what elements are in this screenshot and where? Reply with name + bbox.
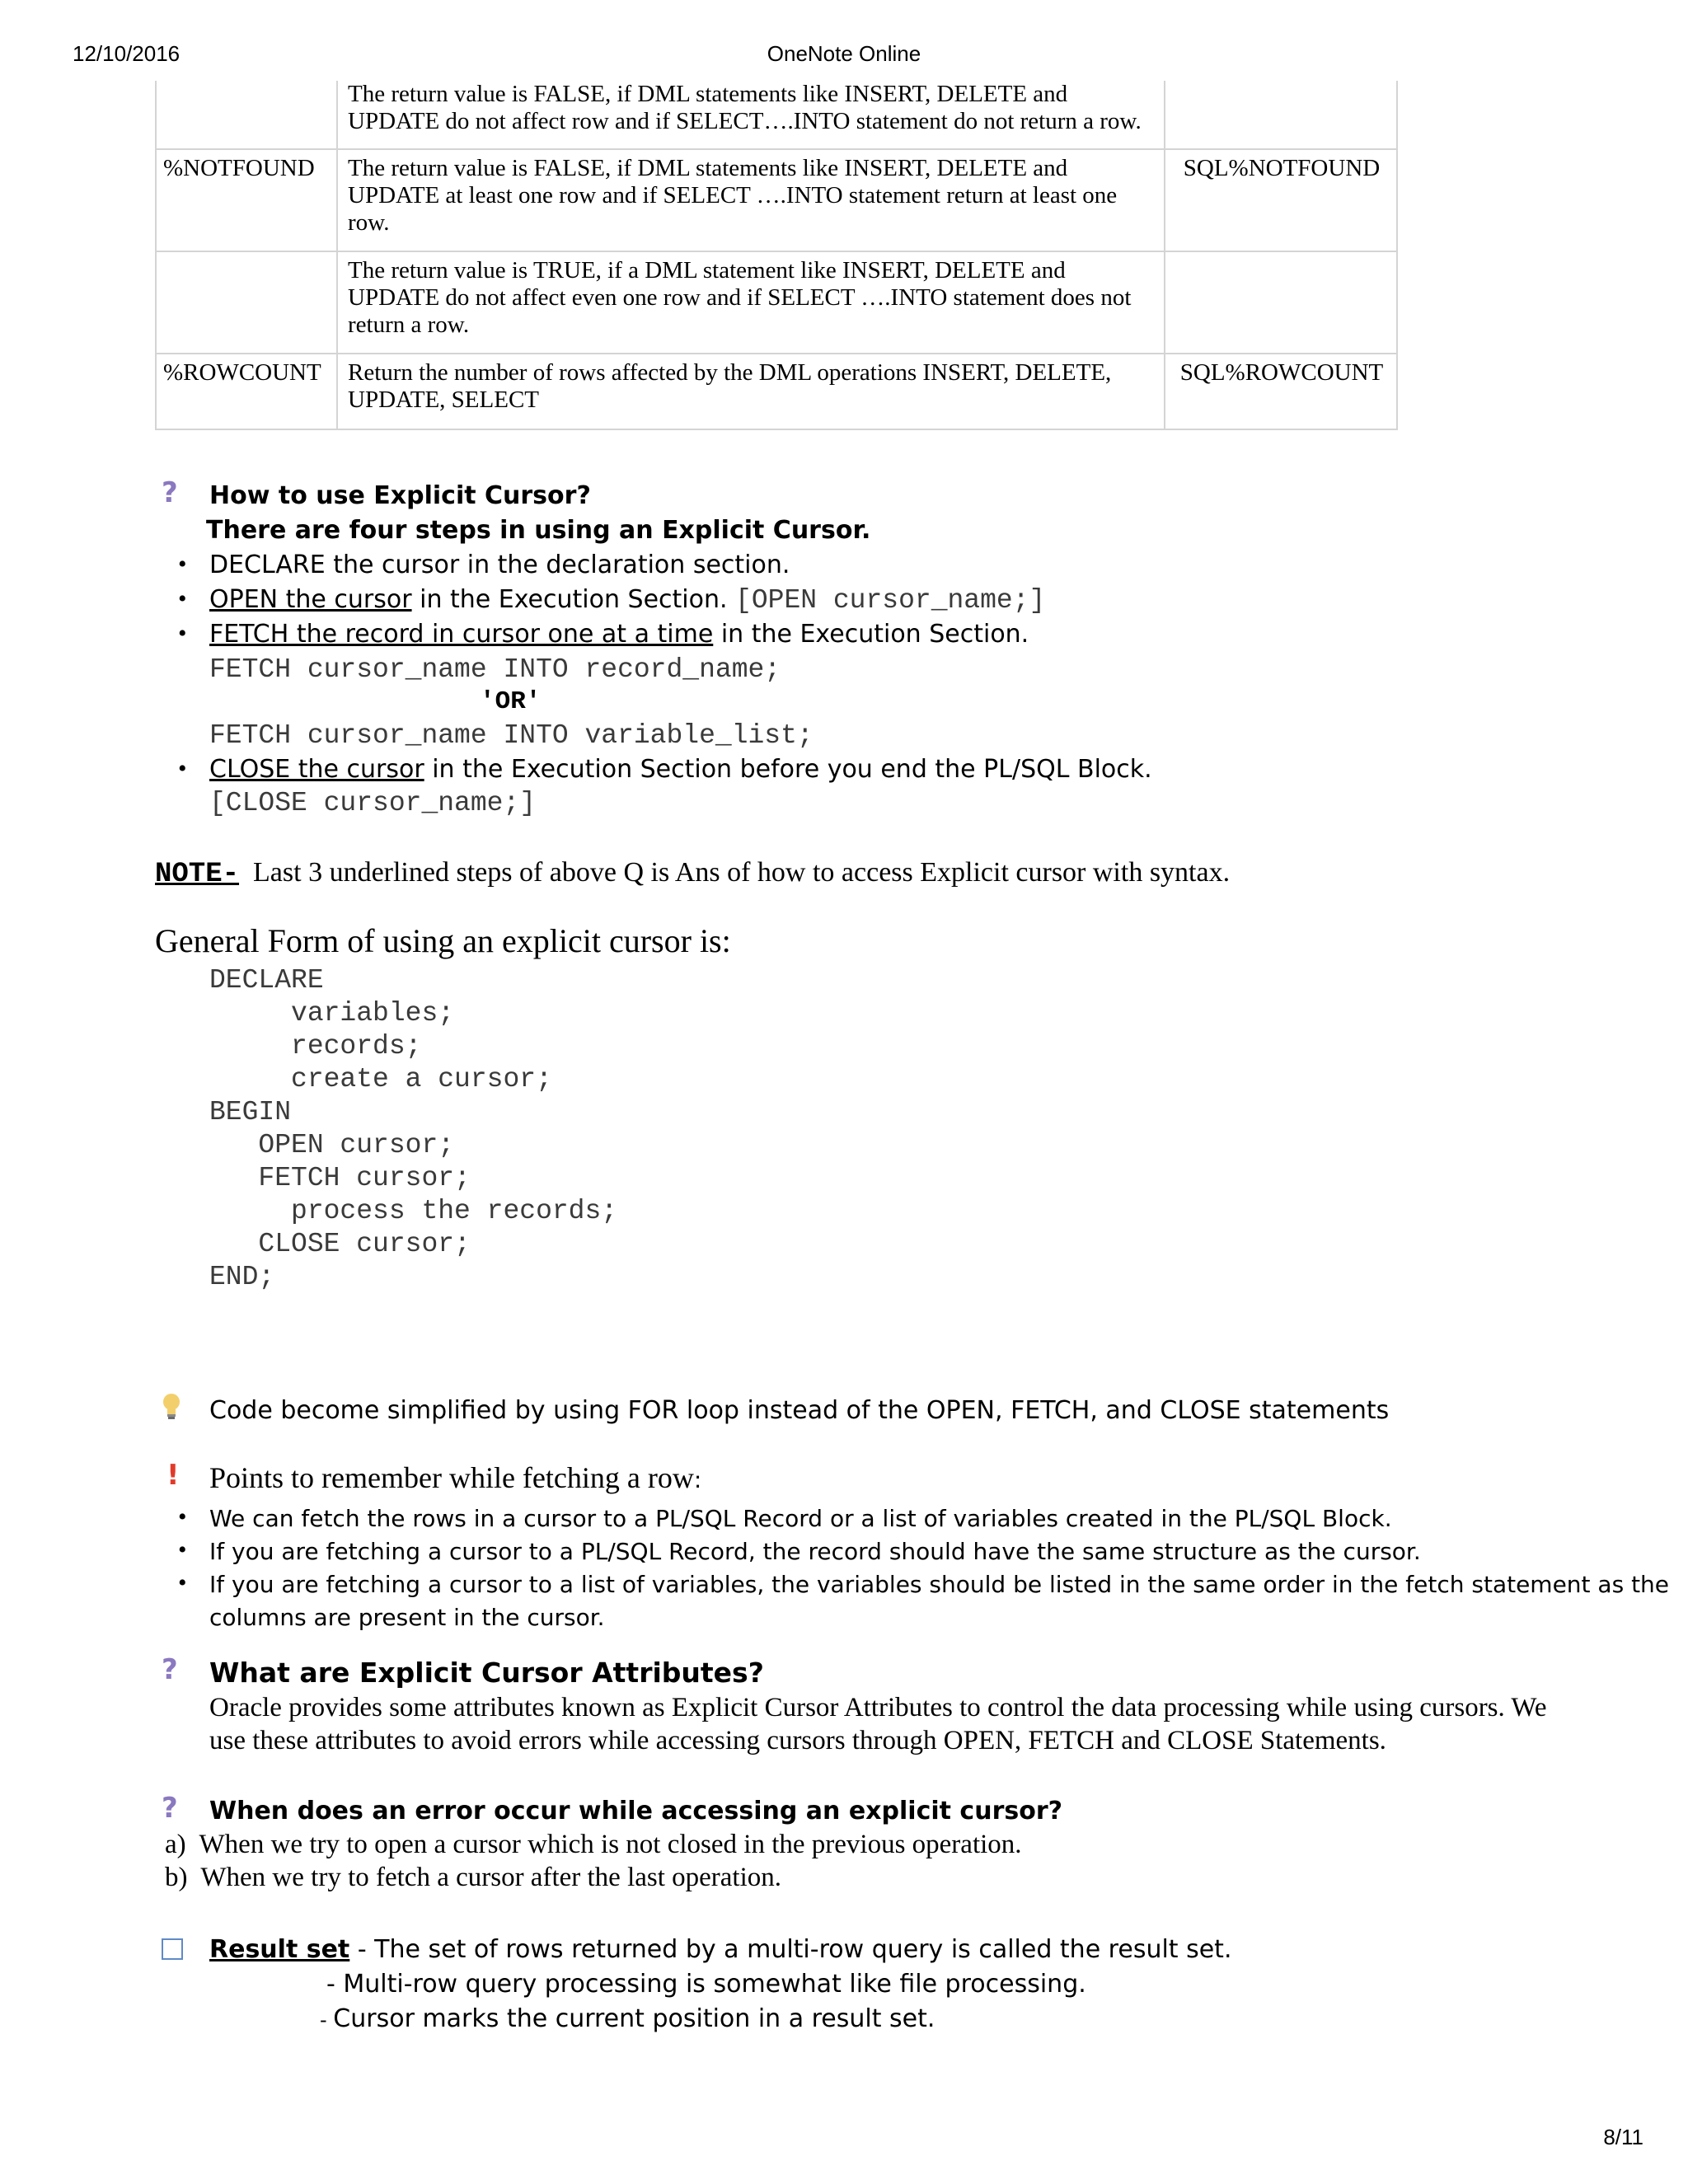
result-set-line: - Cursor marks the current position in a result set.: [320, 2004, 935, 2033]
result-set-line: - Multi-row query processing is somewhat like file processing.: [326, 1970, 1086, 1999]
remember-point: If you are fetching a cursor to a list of variables, the variables should be listed in the same order in the fetch statement as the: [209, 1571, 1670, 1598]
step-open-code: [OPEN cursor_name;]: [735, 585, 1046, 616]
table-divider: [336, 81, 338, 429]
error-item-a: a) When we try to open a cursor which is not closed in the previous operation.: [165, 1830, 1022, 1859]
remember-point: We can fetch the rows in a cursor to a PL/SQL Record or a list of variables created in the PL/SQL Block.: [209, 1505, 1392, 1532]
tip-text: Code become simplified by using FOR loop instead of the OPEN, FETCH, and CLOSE statements: [209, 1396, 1390, 1425]
result-set-definition: Result set - The set of rows returned by a multi-row query is called the result set.: [209, 1935, 1232, 1964]
lightbulb-icon: [162, 1393, 181, 1425]
step-fetch-link: FETCH the record in cursor one at a time: [209, 620, 714, 649]
step-declare: DECLARE the cursor in the declaration section.: [209, 551, 790, 579]
remember-heading: Points to remember while fetching a row:: [209, 1461, 702, 1494]
table-cell-description: Return the number of rows affected by the DML operations INSERT, DELETE, UPDATE, SELECT: [348, 359, 1112, 413]
bullet: •: [178, 1503, 187, 1530]
bullet: •: [178, 620, 187, 647]
question-icon: ?: [162, 476, 178, 509]
bullet: •: [178, 1569, 187, 1596]
bullet: •: [178, 755, 187, 782]
attributes-line: use these attributes to avoid errors while accessing cursors through OPEN, FETCH and CLOSE Statements.: [209, 1726, 1386, 1755]
table-cell-attribute: %NOTFOUND: [163, 155, 315, 181]
note-label: NOTE-: [155, 859, 240, 890]
attributes-line: Oracle provides some attributes known as Explicit Cursor Attributes to control the data processing while using cursors. We: [209, 1693, 1547, 1722]
step-open: OPEN the cursor in the Execution Section. [OPEN cursor_name;]: [209, 585, 1046, 616]
fetch-code-variables: FETCH cursor_name INTO variable_list;: [209, 720, 814, 751]
question-icon: ?: [162, 1792, 178, 1825]
attributes-question: What are Explicit Cursor Attributes?: [209, 1657, 764, 1689]
close-code: [CLOSE cursor_name;]: [209, 788, 537, 818]
table-divider: [157, 148, 1396, 150]
table-divider: [157, 251, 1396, 252]
header-date: 12/10/2016: [73, 41, 181, 66]
error-item-b: b) When we try to fetch a cursor after the last operation.: [165, 1863, 782, 1892]
exclamation-icon: !: [166, 1459, 180, 1492]
table-cell-description: The return value is FALSE, if DML statements like INSERT, DELETE and UPDATE do not affect row and if SELECT….INTO statement do not return a row.: [348, 81, 1142, 134]
remember-point: If you are fetching a cursor to a PL/SQL Record, the record should have the same structure as the cursor.: [209, 1538, 1421, 1565]
errors-question: When does an error occur while accessing an explicit cursor?: [209, 1797, 1063, 1825]
remember-point-continued: columns are present in the cursor.: [209, 1604, 605, 1631]
checkbox-icon[interactable]: [162, 1938, 183, 1960]
cursor-attributes-table: [155, 81, 1398, 430]
general-form-heading: General Form of using an explicit cursor is:: [155, 922, 731, 959]
step-close: CLOSE the cursor in the Execution Section before you end the PL/SQL Block.: [209, 755, 1152, 784]
footer-page-number: 8/11: [1603, 2125, 1643, 2149]
bullet: •: [178, 585, 187, 612]
table-cell-description: The return value is TRUE, if a DML statement like INSERT, DELETE and UPDATE do not affect even one row and if SELECT ….INTO statement does not return a row.: [348, 257, 1132, 338]
fetch-or: 'OR': [480, 687, 542, 716]
table-cell-sql: SQL%ROWCOUNT: [1179, 359, 1384, 386]
bullet: •: [178, 551, 187, 578]
question-icon: ?: [162, 1653, 178, 1686]
explicit-cursor-question: How to use Explicit Cursor?: [209, 481, 591, 510]
fetch-code-record: FETCH cursor_name INTO record_name;: [209, 654, 781, 685]
note: [155, 857, 1230, 890]
explicit-cursor-intro: There are four steps in using an Explicit Cursor.: [206, 516, 871, 545]
header-title: OneNote Online: [767, 41, 921, 66]
table-cell-description: The return value is FALSE, if DML statements like INSERT, DELETE and UPDATE at least one row and if SELECT ….INTO statement return at least one row.: [348, 155, 1118, 236]
table-divider: [157, 353, 1396, 354]
bullet: •: [178, 1536, 187, 1563]
step-close-link: CLOSE the cursor: [209, 755, 424, 784]
step-fetch: FETCH the record in cursor one at a time in the Execution Section.: [209, 620, 1029, 649]
general-form-code: DECLARE variables; records; create a cursor; BEGIN OPEN cursor; FETCH cursor; process the records; CLOSE cursor; END;: [209, 965, 618, 1292]
table-cell-attribute: %ROWCOUNT: [163, 359, 321, 386]
note-text: Last 3 underlined steps of above Q is Ans of how to access Explicit cursor with syntax.: [253, 857, 1231, 888]
table-cell-sql: SQL%NOTFOUND: [1183, 155, 1381, 181]
step-open-link: OPEN the cursor: [209, 585, 412, 614]
result-set-label: Result set: [209, 1935, 350, 1964]
